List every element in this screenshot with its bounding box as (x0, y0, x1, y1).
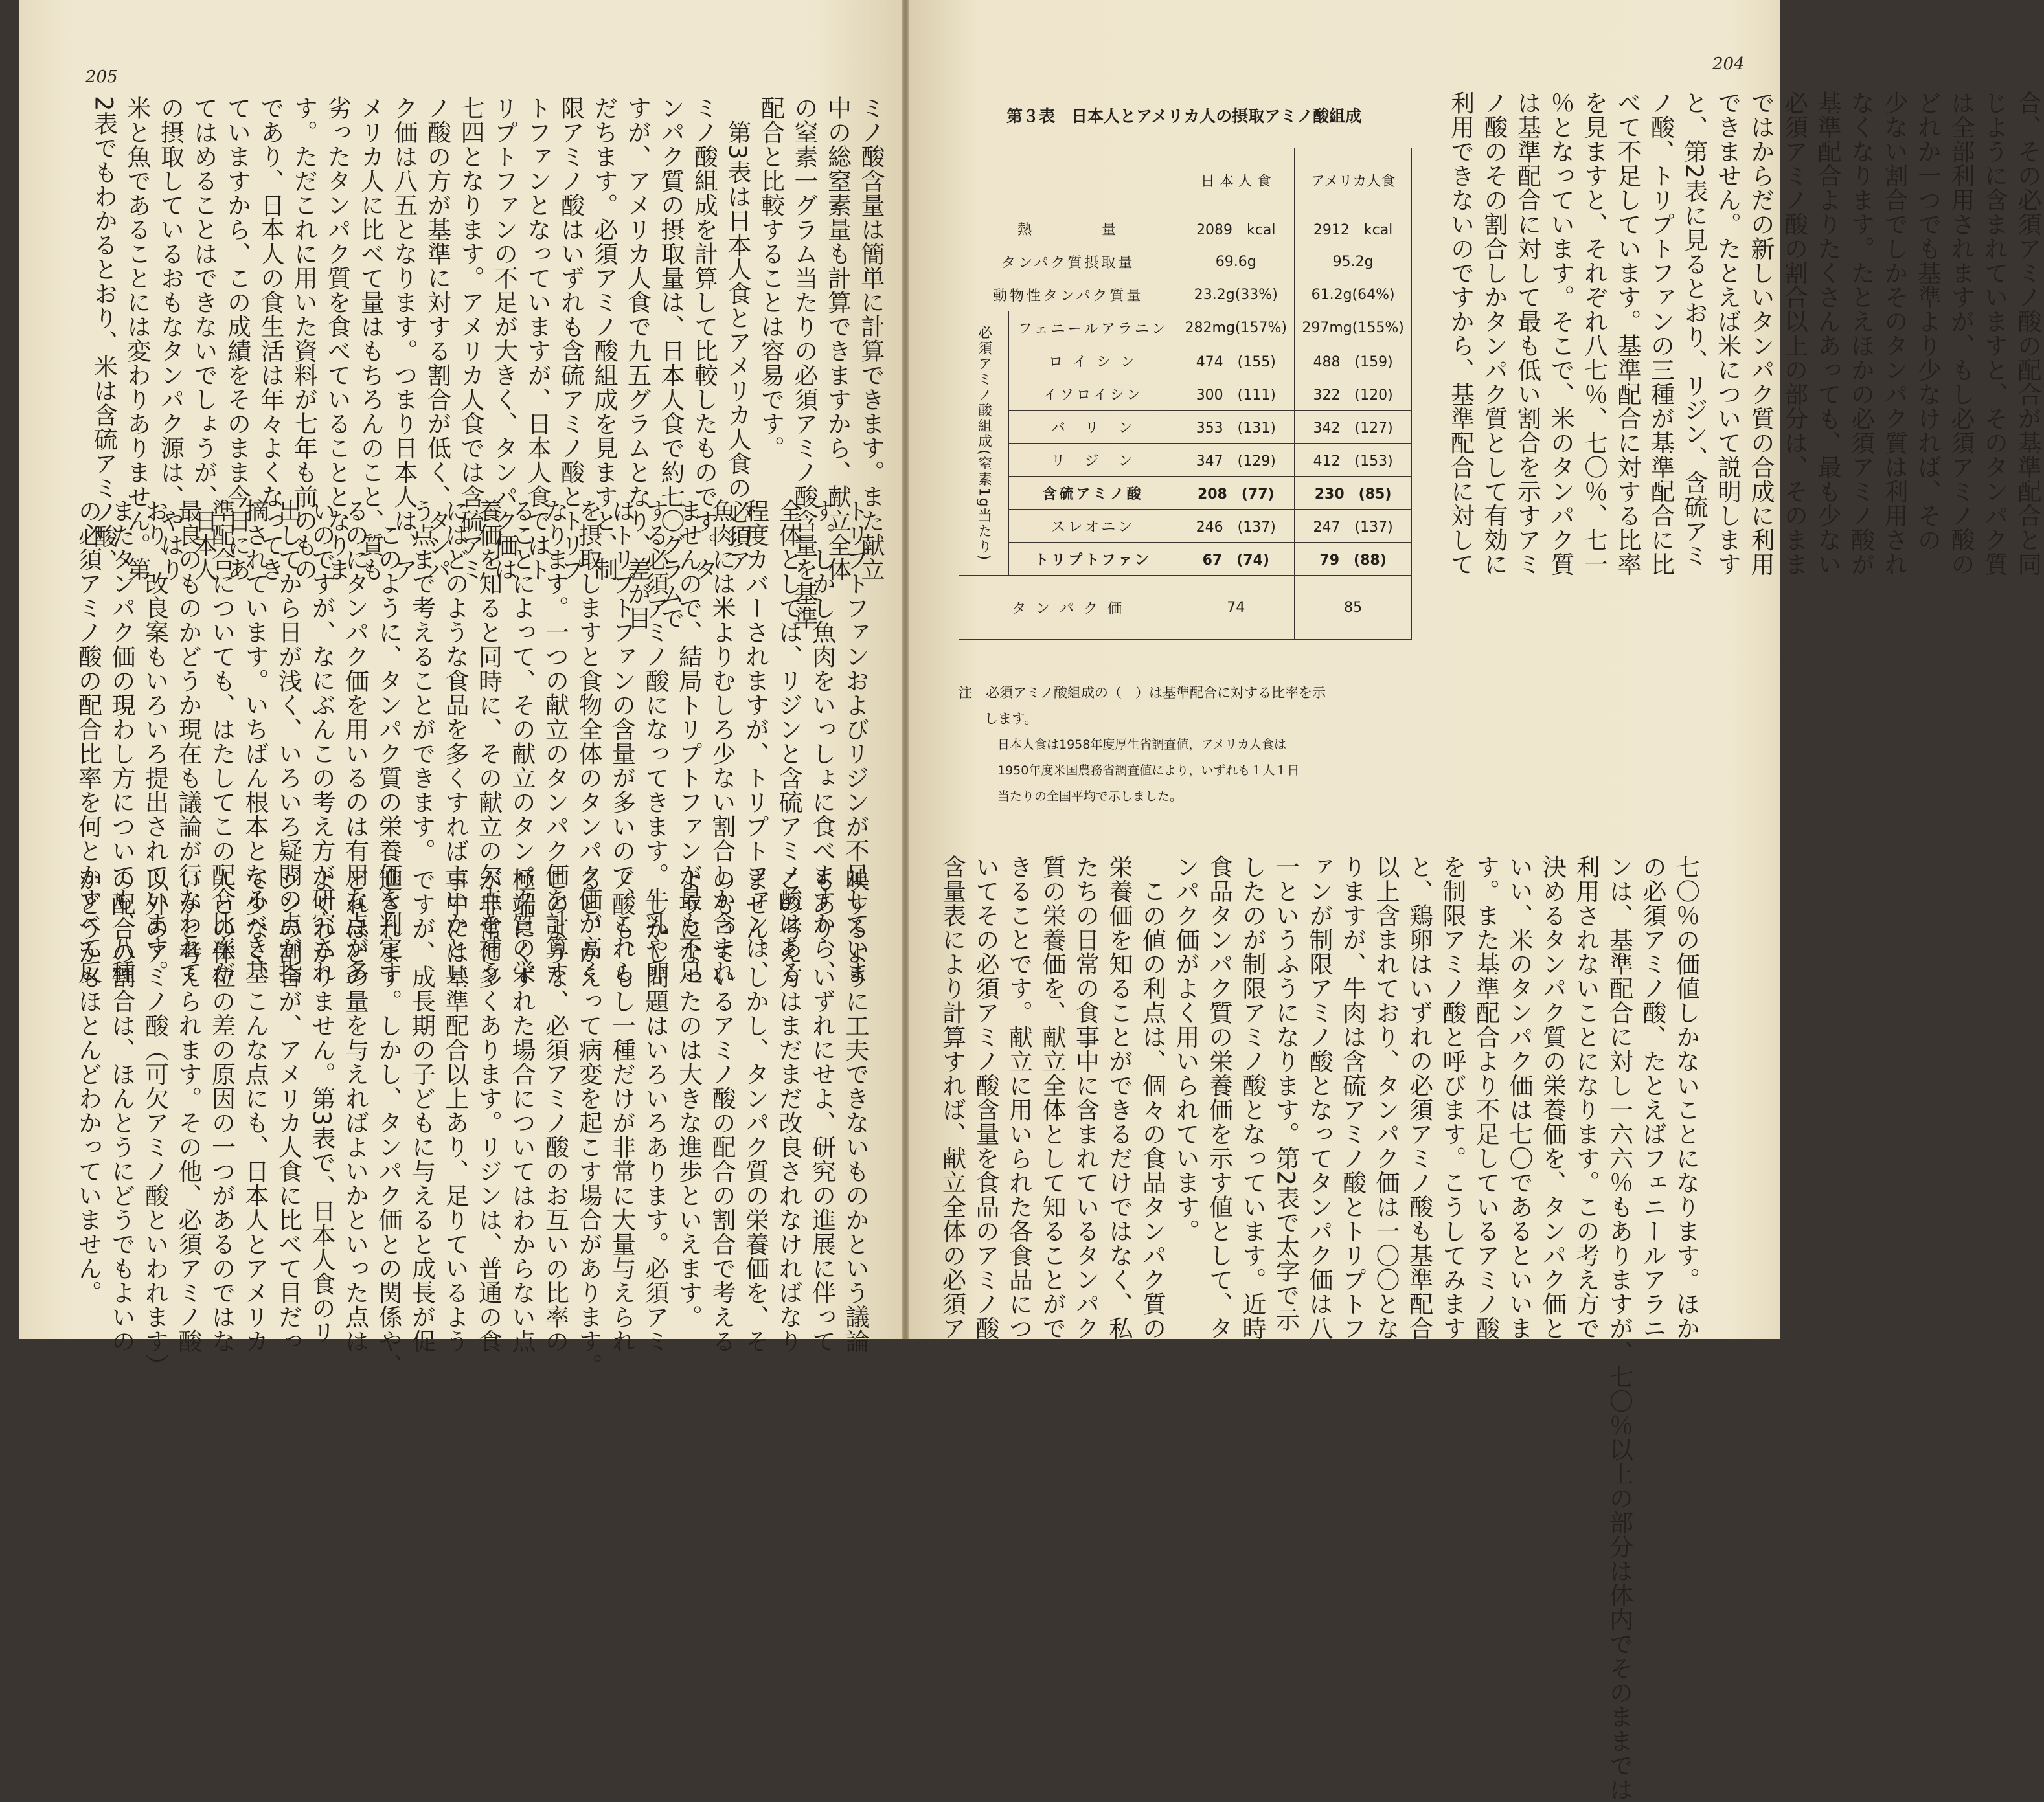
page-number-right: 204 (1712, 54, 1745, 74)
text-column: う点まで考えることができます。 (405, 499, 438, 887)
table-row (959, 411, 1412, 444)
text-column: を見ますと、それぞれ八七％、七〇％、七一 (1577, 91, 1611, 835)
text-column: 最良のものかどうか現在も議論が行なわれて (172, 499, 205, 887)
text-column: 利用できないのですから、基準配合に対して (1444, 91, 1477, 835)
text-column: リプトファンの不足が大きく、タンパク価は (487, 96, 521, 510)
row-label: 含硫アミノ酸 (1009, 477, 1177, 510)
table-row (959, 543, 1412, 576)
col-header-america: アメリカ人食 (1295, 148, 1412, 212)
text-column: ジンの割合が、アメリカ人食に比べて目だっ (271, 868, 305, 1256)
note-line: します。 (959, 706, 1425, 732)
row-label: イソロイシン (1009, 377, 1177, 411)
left-top-text-block (87, 96, 887, 510)
text-column: トファンとなっていますが、日本人食ではト (521, 96, 554, 510)
cell-japan: 300 (111) (1177, 377, 1295, 411)
row-label: リ ジ ン (1009, 444, 1177, 477)
text-column: もあり、いずれにせよ、研究の進展に伴って (805, 868, 839, 1256)
col-header-japan: 日 本 人 食 (1177, 148, 1295, 212)
table-row (959, 212, 1412, 245)
text-column: の摂取しているおもなタンパク源は、やはり (153, 96, 187, 510)
cell-japan: 67 (74) (1177, 543, 1295, 576)
text-column: は全部利用されますが、もし必須アミノ酸の (1944, 91, 1978, 835)
text-column: またタンパク価の現わし方についても、八種 (105, 499, 139, 887)
text-column: の配合の割合は、ほんとうにどうでもよいの (105, 868, 139, 1256)
text-column: じように含まれていますと、そのタンパク質 (1977, 91, 2011, 835)
text-column: 食品タンパク質の栄養価を示す値として、タ (1202, 855, 1236, 1269)
amino-acid-table (959, 148, 1412, 640)
text-column: べて不足しています。基準配合に対する比率 (1611, 91, 1644, 835)
cell-america: 61.2g(64%) (1295, 278, 1412, 311)
table-row (959, 311, 1412, 344)
text-column: 七〇％の価値しかないことになります。ほか (1669, 855, 1703, 1269)
text-column: ていますから、この成績をそのまま今日にあ (220, 96, 254, 510)
text-column: 少ない割合でしかそのタンパク質は利用され (1878, 91, 1911, 835)
row-label: 動物性タンパク質量 (959, 278, 1177, 311)
text-column: いかと考えられます。その他、必須アミノ酸 (172, 868, 205, 1256)
text-column: て少なく、こんな点にも、日本人とアメリカ (238, 868, 272, 1256)
cell-japan: 23.2g(33%) (1177, 278, 1295, 311)
table-row (959, 278, 1412, 311)
text-column: おり、改良案もいろいろ提出されています。 (138, 499, 172, 887)
text-column: と、鶏卵はいずれの必須アミノ酸も基準配合 (1402, 855, 1436, 1269)
text-column: よくわかりません。第3表で、日本人食のリ (305, 868, 339, 1256)
row-label: タ ン パ ク 価 (959, 576, 1177, 640)
text-column: ク価は八五となります。つまり日本人は、ア (387, 96, 421, 510)
note-line: 日本人食は1958年度厚生省調査値，アメリカ人食は (959, 732, 1425, 758)
text-column: 準配合についても、はたしてこの配合比率が (205, 499, 238, 887)
text-column: 限アミノ酸はいずれも含硫アミノ酸とトリプ (554, 96, 587, 510)
text-column: であり、日本人の食生活は年々よくなってき (254, 96, 288, 510)
text-column: ンは、基準配合に対し一六六％もありますが、七〇％以上の部分は体内でそのままでは (1602, 855, 1636, 1269)
table-row (959, 477, 1412, 510)
text-column: 魚肉には米よりむしろ少ない割合しか含まれ (705, 499, 739, 887)
text-column: すが、アメリカ人食で九五グラムとなり、差が目 (620, 96, 654, 510)
cell-america: 95.2g (1295, 245, 1412, 278)
text-column: ることによって、その献立のタンパク質の栄 (505, 499, 539, 887)
row-label: スレオニン (1009, 510, 1177, 543)
text-column: はトリプトファンの含量が多いので、これら (605, 499, 639, 887)
text-column: 中の総窒素量も計算できますから、献立全体 (821, 96, 854, 510)
text-column: を制限アミノ酸と呼びます。こうしてみます (1436, 855, 1470, 1269)
row-label: フェニールアラニン (1009, 311, 1177, 344)
text-column: 合、その必須アミノ酸の配合が基準配合と同 (2011, 91, 2044, 835)
text-column: ません。しかし、タンパク質の栄養価を、そ (738, 868, 772, 1256)
text-column: 一というふうになります。第2表で太字で示 (1269, 855, 1302, 1269)
text-column: は基準配合に対して最も低い割合を示すアミ (1510, 91, 1544, 835)
table-row (959, 576, 1412, 640)
text-column: いのですが、なにぶんこの考え方が研究され (305, 499, 339, 887)
row-label: バ リ ン (1009, 411, 1177, 444)
text-column: 質の栄養価を、献立全体として知ることがで (1036, 855, 1069, 1269)
cell-japan: 2089 kcal (1177, 212, 1295, 245)
cell-japan: 474 (155) (1177, 344, 1295, 377)
text-column: できません。たとえば米について説明します (1710, 91, 1744, 835)
text-column: どれか一つでも基準より少なければ、その (1911, 91, 1944, 835)
table-row (959, 344, 1412, 377)
text-column: きることです。献立に用いられた各食品につ (1002, 855, 1036, 1269)
cell-america: 297mg(155%) (1295, 311, 1412, 344)
right-page (909, 0, 1780, 1339)
text-column: なります。一つの献立のタンパク価を計算す (538, 499, 572, 887)
text-column: 含量表により計算すれば、献立全体の必須ア (935, 855, 969, 1269)
table-corner (959, 148, 1177, 212)
text-column: したのが制限アミノ酸となっています。近時 (1236, 855, 1269, 1269)
page-number-left: 205 (85, 67, 118, 87)
row-label: タンパク質摂取量 (959, 245, 1177, 278)
text-column: なくなります。たとえほかの必須アミノ酸が (1844, 91, 1878, 835)
book-gutter (902, 0, 909, 1339)
text-column: 利用されないことになります。この考え方で (1569, 855, 1603, 1269)
text-column: ァンが制限アミノ酸となってタンパク価は八 (1302, 855, 1336, 1269)
text-column: 2表でもわかるとおり、米は含硫アミノ酸、 (87, 96, 120, 510)
table-row (959, 510, 1412, 543)
text-column: 摘されています。いちばん根本となるべき基 (238, 499, 272, 887)
text-column: 程度カバーされますが、トリプトファンは、 (738, 499, 772, 887)
table-row (959, 444, 1412, 477)
cell-america: 322 (120) (1295, 377, 1412, 411)
cell-japan: 353 (131) (1177, 411, 1295, 444)
text-column: 以上含まれており、タンパク価は一〇〇とな (1369, 855, 1403, 1269)
text-column: 劣ったタンパク質を食べていることとなりま (321, 96, 354, 510)
cell-america: 2912 kcal (1295, 212, 1412, 245)
text-column: ミノ酸組成を計算して比較したものです。タ (687, 96, 721, 510)
text-column: ノ酸、トリプトファンの三種が基準配合に比 (1644, 91, 1677, 835)
row-label: トリプトファン (1009, 543, 1177, 576)
cell-japan: 347 (129) (1177, 444, 1295, 477)
text-column: 七四となります。アメリカ人食では含硫アミ (454, 96, 488, 510)
text-column: ノ酸も、もし一種だけが非常に大量与えられ (605, 868, 639, 1256)
text-column: 決めるタンパク質の栄養価を、タンパク価と (1536, 855, 1569, 1269)
text-column: このような、必須アミノ酸のお互いの比率の (538, 868, 572, 1256)
text-column: いてその必須アミノ酸含量を食品のアミノ酸 (969, 855, 1003, 1269)
text-column: 必須アミノ酸の割合以上の部分は、そのまま (1777, 91, 1811, 835)
text-column: ミノ酸含量は簡単に計算できます。また献立 (854, 96, 888, 510)
text-column: す。しかし魚肉をいっしょに食べますから、 (805, 499, 839, 887)
text-column: だちます。必須アミノ酸組成を見ますと、制 (587, 96, 621, 510)
text-column: このように、タンパク質の栄養価を判定す (372, 499, 405, 887)
table-notes (959, 680, 1425, 809)
text-column: ンパク価がよく用いられています。 (1169, 855, 1203, 1269)
right-top-text-block (1444, 91, 2044, 835)
text-column: しかし問題はいろいろあります。必須アミ (639, 868, 672, 1256)
text-column: す。また基準配合より不足しているアミノ酸 (1469, 855, 1503, 1269)
text-column: にはどのような食品を多くすればよいかとい (438, 499, 472, 887)
text-column: 第3表は日本人食とアメリカ人食の必須ア (721, 96, 755, 510)
text-column: ンパク質の摂取量は、日本人食で約七〇グラムで (654, 96, 688, 510)
cell-america: 79 (88) (1295, 543, 1412, 576)
left-page (19, 0, 902, 1339)
note-line: 1950年度米国農務省調査値により，いずれも１人１日 (959, 758, 1425, 783)
cell-japan: 208 (77) (1177, 477, 1295, 510)
text-column: の窒素一グラム当たりの必須アミノ酸含量を基準 (788, 96, 821, 510)
text-column: 全体としては、リジンと含硫アミノ酸はある (772, 499, 806, 887)
text-column: ると、かえって病変を起こす場合があります。 (572, 868, 606, 1256)
cell-america: 247 (137) (1295, 510, 1412, 543)
text-column: 人との体位の差の原因の一つがあるのではな (205, 868, 238, 1256)
text-column: いい、米のタンパク価は七〇であるといいま (1503, 855, 1536, 1269)
row-label: 熱 量 (959, 212, 1177, 245)
text-column: たちの日常の食事中に含まれているタンパク (1069, 855, 1102, 1269)
text-column: 進されます。しかし、タンパク価との関係や、 (372, 868, 405, 1256)
note-line: 当たりの全国平均で示しました。 (959, 783, 1425, 809)
text-column: 以外のアミノ酸（可欠アミノ酸といわれます） (138, 868, 172, 1256)
text-column: ノ酸の方が基準に対する割合が低く、タンパ (420, 96, 454, 510)
text-column: と、第2表に見るとおり、リジン、含硫アミ (1677, 91, 1711, 835)
text-column: ではからだの新しいタンパク質の合成に利用 (1744, 91, 1778, 835)
text-column: 栄養価を知ることができるだけではなく、私 (1102, 855, 1136, 1269)
text-column: メリカ人に比べて量はもちろんのこと、質も (354, 96, 387, 510)
table-row (959, 377, 1412, 411)
text-column: を摂取しますと食物全体のタンパク価が高く (572, 499, 606, 887)
text-column: ようになったのは大きな進歩といえます。 (672, 868, 705, 1256)
table-title: 第３表 日本人とアメリカ人の摂取アミノ酸組成 (1006, 104, 1361, 127)
row-label: ロ イ シ ン (1009, 344, 1177, 377)
cell-america: 342 (127) (1295, 411, 1412, 444)
cell-japan: 282mg(157%) (1177, 311, 1295, 344)
text-column: 極端にくずれた場合についてはわからない点 (505, 868, 539, 1256)
text-column: かどうかもほとんどわかっていません。 (71, 868, 105, 1256)
cell-america: 412 (153) (1295, 444, 1412, 477)
text-column: す。ただこれに用いた資料が七年も前のもの (287, 96, 321, 510)
text-column: てはめることはできないでしょうが、日本人 (187, 96, 221, 510)
text-column: ませんので、結局トリプトファンが最も不足 (672, 499, 705, 887)
text-column: 養価を知ると同時に、その献立の欠点を補う (471, 499, 505, 887)
text-column: ％となっています。そこで、米のタンパク質 (1544, 91, 1578, 835)
text-column: 出してから日が浅く、いろいろ疑問の点が指 (271, 499, 305, 887)
text-column: るのにタンパク価を用いるのは有用な点が多 (338, 499, 372, 887)
text-column: この値の利点は、個々の食品タンパク質の (1135, 855, 1169, 1269)
text-column: の必須アミノ酸、たとえばフェニールアラニ (1636, 855, 1670, 1269)
text-column: 事中には基準配合以上あり、足りているよう (438, 868, 472, 1256)
table-header-row (959, 148, 1412, 212)
amino-group-label: 必須アミノ酸組成(窒素1g当たり) (959, 311, 1009, 576)
text-column: 映するように工夫できないものかという議論 (839, 868, 872, 1256)
text-column: この考え方はまだまだ改良されなければなり (772, 868, 806, 1256)
text-column: トリプトファンおよびリジンが不足していま (839, 499, 872, 887)
text-column: 米と魚であることには変わりありません。第 (120, 96, 154, 510)
cell-japan: 246 (137) (1177, 510, 1295, 543)
text-column: する必須アミノ酸になってきます。牛乳や卵 (639, 499, 672, 887)
text-column: 基準配合よりたくさんあっても、最も少ない (1811, 91, 1845, 835)
cell-america: 230 (85) (1295, 477, 1412, 510)
text-column: のもっているアミノ酸の配合の割合で考える (705, 868, 739, 1256)
text-column: が非常に多くあります。リジンは、普通の食 (471, 868, 505, 1256)
left-middle-text-block (71, 499, 872, 887)
text-column: りますが、牛肉は含硫アミノ酸とトリプトフ (1335, 855, 1369, 1269)
text-column: どれほどの量を与えればよいかといった点は (338, 868, 372, 1256)
text-column: ノ酸のその割合しかタンパク質として有効に (1477, 91, 1511, 835)
text-column: ですが、成長期の子どもに与えると成長が促 (405, 868, 438, 1256)
text-column: の必須アミノ酸の配合比率を何とかすべて反 (71, 499, 105, 887)
left-bottom-text-block (71, 868, 872, 1256)
right-bottom-text-block (935, 855, 1703, 1269)
cell-america: 488 (159) (1295, 344, 1412, 377)
note-line: 注 必須アミノ酸組成の（ ）は基準配合に対する比率を示 (959, 680, 1425, 706)
cell-america: 85 (1295, 576, 1412, 640)
cell-japan: 74 (1177, 576, 1295, 640)
table-row (959, 245, 1412, 278)
text-column: 配合と比較することは容易です。 (754, 96, 788, 510)
cell-japan: 69.6g (1177, 245, 1295, 278)
